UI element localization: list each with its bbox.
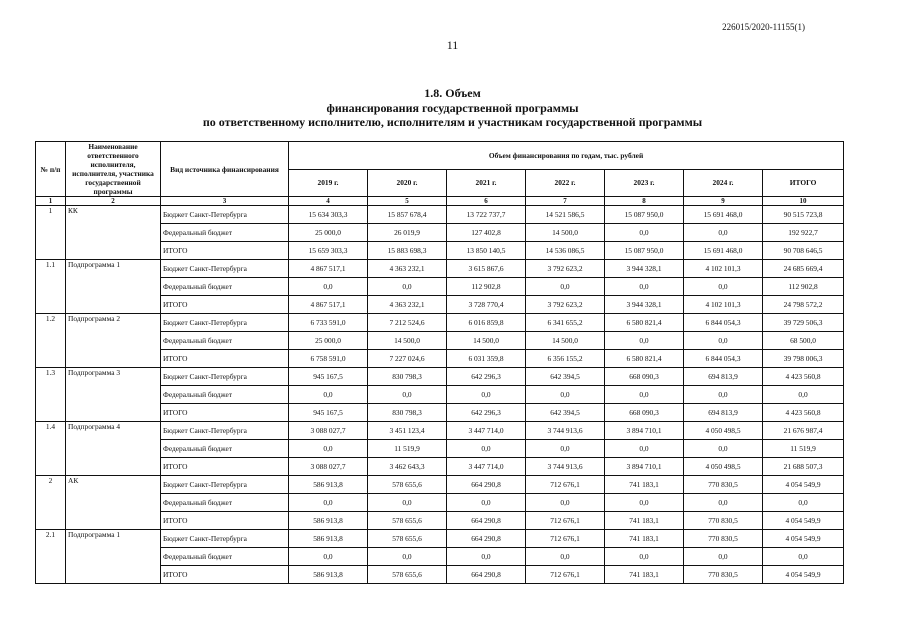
amount-cell: 3 088 027,7 <box>289 458 368 476</box>
amount-cell: 0,0 <box>368 548 447 566</box>
amount-cell: 0,0 <box>368 386 447 404</box>
amount-cell: 6 341 655,2 <box>526 314 605 332</box>
amount-cell: 25 000,0 <box>289 332 368 350</box>
total-cell: 4 054 549,9 <box>763 566 844 584</box>
executor-name: Подпрограмма 3 <box>66 368 161 422</box>
amount-cell: 770 830,5 <box>684 566 763 584</box>
column-number: 1 <box>36 197 66 206</box>
funding-source: Федеральный бюджет <box>161 494 289 512</box>
total-cell: 39 798 006,3 <box>763 350 844 368</box>
amount-cell: 586 913,8 <box>289 566 368 584</box>
amount-cell: 112 902,8 <box>447 278 526 296</box>
funding-source: ИТОГО <box>161 566 289 584</box>
total-cell: 0,0 <box>763 386 844 404</box>
header-name: Наименование ответственного исполнителя, исполнителя, участника государственной программы <box>66 142 161 197</box>
amount-cell: 694 813,9 <box>684 368 763 386</box>
amount-cell: 0,0 <box>289 386 368 404</box>
total-cell: 24 798 572,2 <box>763 296 844 314</box>
header-year-2024: 2024 г. <box>684 169 763 197</box>
amount-cell: 3 088 027,7 <box>289 422 368 440</box>
header-year-2023: 2023 г. <box>605 169 684 197</box>
amount-cell: 0,0 <box>447 386 526 404</box>
amount-cell: 0,0 <box>526 440 605 458</box>
table-row <box>36 314 844 332</box>
column-number: 7 <box>526 197 605 206</box>
amount-cell: 770 830,5 <box>684 512 763 530</box>
funding-source: Федеральный бюджет <box>161 386 289 404</box>
table-row <box>36 476 844 494</box>
amount-cell: 578 655,6 <box>368 530 447 548</box>
funding-source: Бюджет Санкт-Петербурга <box>161 530 289 548</box>
amount-cell: 4 102 101,3 <box>684 296 763 314</box>
header-no: № п/п <box>36 142 66 197</box>
amount-cell: 14 500,0 <box>368 332 447 350</box>
amount-cell: 586 913,8 <box>289 530 368 548</box>
financing-table <box>35 141 844 584</box>
executor-name: Подпрограмма 1 <box>66 530 161 584</box>
amount-cell: 14 500,0 <box>447 332 526 350</box>
amount-cell: 0,0 <box>526 278 605 296</box>
column-number: 10 <box>763 197 844 206</box>
amount-cell: 0,0 <box>605 224 684 242</box>
executor-name: КК <box>66 206 161 260</box>
amount-cell: 0,0 <box>289 494 368 512</box>
table-row <box>36 530 844 548</box>
amount-cell: 694 813,9 <box>684 404 763 422</box>
amount-cell: 0,0 <box>605 494 684 512</box>
header-year-2022: 2022 г. <box>526 169 605 197</box>
funding-source: ИТОГО <box>161 242 289 260</box>
total-cell: 112 902,8 <box>763 278 844 296</box>
amount-cell: 578 655,6 <box>368 476 447 494</box>
amount-cell: 0,0 <box>289 440 368 458</box>
amount-cell: 642 296,3 <box>447 368 526 386</box>
total-cell: 4 423 560,8 <box>763 404 844 422</box>
header-total: ИТОГО <box>763 169 844 197</box>
amount-cell: 668 090,3 <box>605 404 684 422</box>
amount-cell: 642 394,5 <box>526 368 605 386</box>
row-index: 1.4 <box>36 422 66 476</box>
amount-cell: 3 894 710,1 <box>605 458 684 476</box>
amount-cell: 830 798,3 <box>368 368 447 386</box>
amount-cell: 0,0 <box>684 224 763 242</box>
table-row <box>36 206 844 224</box>
executor-name: АК <box>66 476 161 530</box>
amount-cell: 4 867 517,1 <box>289 260 368 278</box>
funding-source: ИТОГО <box>161 350 289 368</box>
funding-source: Бюджет Санкт-Петербурга <box>161 206 289 224</box>
amount-cell: 664 290,8 <box>447 476 526 494</box>
row-index: 2 <box>36 476 66 530</box>
amount-cell: 6 580 821,4 <box>605 314 684 332</box>
amount-cell: 0,0 <box>447 494 526 512</box>
amount-cell: 741 183,1 <box>605 566 684 584</box>
amount-cell: 0,0 <box>447 548 526 566</box>
funding-source: ИТОГО <box>161 296 289 314</box>
amount-cell: 0,0 <box>684 548 763 566</box>
column-number: 6 <box>447 197 526 206</box>
amount-cell: 26 019,9 <box>368 224 447 242</box>
amount-cell: 15 883 698,3 <box>368 242 447 260</box>
row-index: 2.1 <box>36 530 66 584</box>
header-volume: Объем финансирования по годам, тыс. рублей <box>289 142 844 170</box>
amount-cell: 0,0 <box>605 440 684 458</box>
amount-cell: 3 744 913,6 <box>526 458 605 476</box>
amount-cell: 3 944 328,1 <box>605 260 684 278</box>
amount-cell: 3 615 867,6 <box>447 260 526 278</box>
row-index: 1.1 <box>36 260 66 314</box>
amount-cell: 642 296,3 <box>447 404 526 422</box>
amount-cell: 14 500,0 <box>526 224 605 242</box>
amount-cell: 770 830,5 <box>684 476 763 494</box>
amount-cell: 3 944 328,1 <box>605 296 684 314</box>
amount-cell: 945 167,5 <box>289 404 368 422</box>
amount-cell: 4 050 498,5 <box>684 458 763 476</box>
funding-source: ИТОГО <box>161 404 289 422</box>
table-body <box>36 206 844 584</box>
amount-cell: 0,0 <box>684 278 763 296</box>
amount-cell: 6 580 821,4 <box>605 350 684 368</box>
amount-cell: 712 676,1 <box>526 476 605 494</box>
amount-cell: 14 536 086,5 <box>526 242 605 260</box>
funding-source: Федеральный бюджет <box>161 278 289 296</box>
amount-cell: 0,0 <box>605 386 684 404</box>
total-cell: 0,0 <box>763 548 844 566</box>
title-line-1: 1.8. Объем <box>424 86 481 100</box>
amount-cell: 3 792 623,2 <box>526 296 605 314</box>
amount-cell: 830 798,3 <box>368 404 447 422</box>
amount-cell: 586 913,8 <box>289 476 368 494</box>
funding-source: Бюджет Санкт-Петербурга <box>161 476 289 494</box>
amount-cell: 586 913,8 <box>289 512 368 530</box>
amount-cell: 3 894 710,1 <box>605 422 684 440</box>
amount-cell: 3 462 643,3 <box>368 458 447 476</box>
amount-cell: 712 676,1 <box>526 566 605 584</box>
total-cell: 90 708 646,5 <box>763 242 844 260</box>
amount-cell: 4 363 232,1 <box>368 296 447 314</box>
amount-cell: 0,0 <box>684 332 763 350</box>
amount-cell: 0,0 <box>605 332 684 350</box>
amount-cell: 0,0 <box>368 494 447 512</box>
amount-cell: 15 691 468,0 <box>684 242 763 260</box>
amount-cell: 14 521 586,5 <box>526 206 605 224</box>
total-cell: 4 423 560,8 <box>763 368 844 386</box>
amount-cell: 6 733 591,0 <box>289 314 368 332</box>
total-cell: 192 922,7 <box>763 224 844 242</box>
amount-cell: 6 758 591,0 <box>289 350 368 368</box>
total-cell: 21 676 987,4 <box>763 422 844 440</box>
total-cell: 4 054 549,9 <box>763 530 844 548</box>
table-row <box>36 368 844 386</box>
amount-cell: 15 087 950,0 <box>605 206 684 224</box>
funding-source: Бюджет Санкт-Петербурга <box>161 314 289 332</box>
amount-cell: 14 500,0 <box>526 332 605 350</box>
amount-cell: 15 087 950,0 <box>605 242 684 260</box>
column-number: 5 <box>368 197 447 206</box>
amount-cell: 4 867 517,1 <box>289 296 368 314</box>
funding-source: ИТОГО <box>161 512 289 530</box>
amount-cell: 664 290,8 <box>447 566 526 584</box>
header-source: Вид источника финансирования <box>161 142 289 197</box>
total-cell: 4 054 549,9 <box>763 476 844 494</box>
amount-cell: 3 447 714,0 <box>447 422 526 440</box>
amount-cell: 0,0 <box>684 494 763 512</box>
total-cell: 39 729 506,3 <box>763 314 844 332</box>
amount-cell: 6 844 054,3 <box>684 350 763 368</box>
title-line-3: по ответственному исполнителю, исполнителям и участникам государственной программы <box>202 115 703 129</box>
executor-name: Подпрограмма 2 <box>66 314 161 368</box>
amount-cell: 3 451 123,4 <box>368 422 447 440</box>
amount-cell: 642 394,5 <box>526 404 605 422</box>
amount-cell: 3 728 770,4 <box>447 296 526 314</box>
title-line-2: финансирования государственной программы <box>326 100 579 115</box>
table-row <box>36 260 844 278</box>
funding-source: Федеральный бюджет <box>161 224 289 242</box>
funding-source: Федеральный бюджет <box>161 332 289 350</box>
column-number: 8 <box>605 197 684 206</box>
total-cell: 68 500,0 <box>763 332 844 350</box>
column-number-row <box>36 197 844 206</box>
header-year-2020: 2020 г. <box>368 169 447 197</box>
funding-source: Федеральный бюджет <box>161 440 289 458</box>
amount-cell: 664 290,8 <box>447 530 526 548</box>
amount-cell: 11 519,9 <box>368 440 447 458</box>
amount-cell: 945 167,5 <box>289 368 368 386</box>
row-index: 1.3 <box>36 368 66 422</box>
total-cell: 0,0 <box>763 494 844 512</box>
amount-cell: 578 655,6 <box>368 566 447 584</box>
amount-cell: 0,0 <box>526 386 605 404</box>
amount-cell: 13 722 737,7 <box>447 206 526 224</box>
amount-cell: 4 102 101,3 <box>684 260 763 278</box>
funding-source: Федеральный бюджет <box>161 548 289 566</box>
total-cell: 90 515 723,8 <box>763 206 844 224</box>
amount-cell: 0,0 <box>289 278 368 296</box>
amount-cell: 712 676,1 <box>526 530 605 548</box>
amount-cell: 13 850 140,5 <box>447 242 526 260</box>
funding-source: ИТОГО <box>161 458 289 476</box>
amount-cell: 3 744 913,6 <box>526 422 605 440</box>
document-title <box>0 86 905 130</box>
amount-cell: 25 000,0 <box>289 224 368 242</box>
funding-source: Бюджет Санкт-Петербурга <box>161 422 289 440</box>
amount-cell: 0,0 <box>289 548 368 566</box>
row-index: 1 <box>36 206 66 260</box>
amount-cell: 7 212 524,6 <box>368 314 447 332</box>
amount-cell: 0,0 <box>526 494 605 512</box>
amount-cell: 15 659 303,3 <box>289 242 368 260</box>
total-cell: 24 685 669,4 <box>763 260 844 278</box>
amount-cell: 0,0 <box>447 440 526 458</box>
amount-cell: 712 676,1 <box>526 512 605 530</box>
amount-cell: 578 655,6 <box>368 512 447 530</box>
amount-cell: 0,0 <box>684 440 763 458</box>
amount-cell: 15 691 468,0 <box>684 206 763 224</box>
amount-cell: 15 634 303,3 <box>289 206 368 224</box>
funding-source: Бюджет Санкт-Петербурга <box>161 368 289 386</box>
document-number: 226015/2020-11155(1) <box>722 22 805 32</box>
amount-cell: 770 830,5 <box>684 530 763 548</box>
amount-cell: 6 031 359,8 <box>447 350 526 368</box>
amount-cell: 4 050 498,5 <box>684 422 763 440</box>
amount-cell: 4 363 232,1 <box>368 260 447 278</box>
amount-cell: 0,0 <box>605 548 684 566</box>
row-index: 1.2 <box>36 314 66 368</box>
amount-cell: 3 792 623,2 <box>526 260 605 278</box>
amount-cell: 3 447 714,0 <box>447 458 526 476</box>
amount-cell: 741 183,1 <box>605 476 684 494</box>
column-number: 3 <box>161 197 289 206</box>
funding-source: Бюджет Санкт-Петербурга <box>161 260 289 278</box>
header-year-2021: 2021 г. <box>447 169 526 197</box>
executor-name: Подпрограмма 4 <box>66 422 161 476</box>
amount-cell: 0,0 <box>684 386 763 404</box>
amount-cell: 741 183,1 <box>605 512 684 530</box>
amount-cell: 127 402,8 <box>447 224 526 242</box>
page-number: 11 <box>446 38 459 52</box>
total-cell: 21 688 507,3 <box>763 458 844 476</box>
column-number: 2 <box>66 197 161 206</box>
total-cell: 4 054 549,9 <box>763 512 844 530</box>
amount-cell: 6 844 054,3 <box>684 314 763 332</box>
amount-cell: 741 183,1 <box>605 530 684 548</box>
amount-cell: 0,0 <box>368 278 447 296</box>
column-number: 4 <box>289 197 368 206</box>
executor-name: Подпрограмма 1 <box>66 260 161 314</box>
amount-cell: 0,0 <box>526 548 605 566</box>
amount-cell: 6 356 155,2 <box>526 350 605 368</box>
column-number: 9 <box>684 197 763 206</box>
amount-cell: 15 857 678,4 <box>368 206 447 224</box>
amount-cell: 6 016 859,8 <box>447 314 526 332</box>
table-row <box>36 422 844 440</box>
amount-cell: 7 227 024,6 <box>368 350 447 368</box>
header-year-2019: 2019 г. <box>289 169 368 197</box>
amount-cell: 0,0 <box>605 278 684 296</box>
total-cell: 11 519,9 <box>763 440 844 458</box>
amount-cell: 668 090,3 <box>605 368 684 386</box>
amount-cell: 664 290,8 <box>447 512 526 530</box>
